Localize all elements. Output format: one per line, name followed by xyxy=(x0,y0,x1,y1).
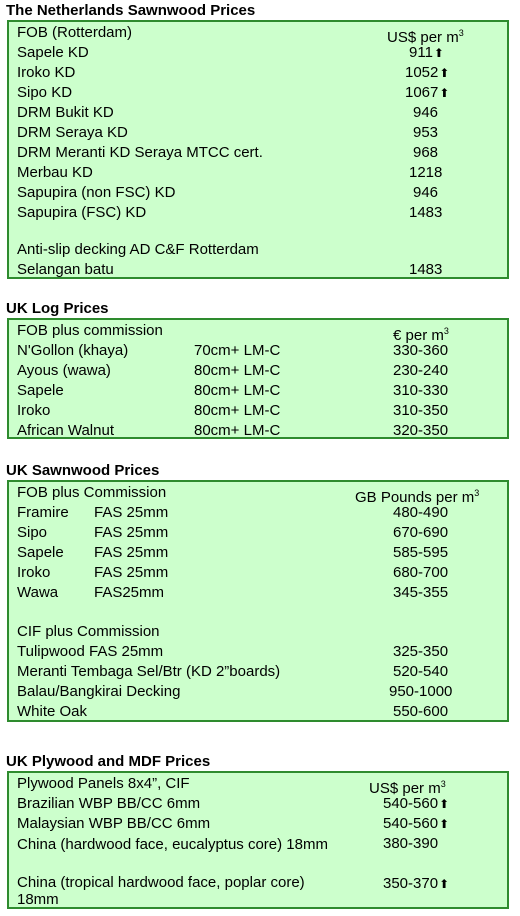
species-label: Ayous (wawa) xyxy=(17,362,111,379)
table-row xyxy=(17,183,507,203)
price-value: 1483 xyxy=(409,261,443,278)
table-row xyxy=(17,163,507,183)
nl-price-table xyxy=(7,20,509,279)
table-row xyxy=(17,83,507,103)
species-label: Balau/Bangkirai Decking xyxy=(17,683,181,700)
table-row xyxy=(383,834,463,854)
price-value: 310-330 xyxy=(393,382,449,399)
grade-spec: FAS 25mm xyxy=(94,544,169,561)
species-label: Sapupira (FSC) KD xyxy=(17,204,147,221)
price-value: 320-350 xyxy=(393,422,449,439)
subheader-label: CIF plus Commission xyxy=(17,623,160,640)
table-row xyxy=(17,523,507,543)
price-value: 330-360 xyxy=(393,342,449,359)
species-label: Sapele xyxy=(17,544,64,561)
price-value: 550-600 xyxy=(393,703,449,720)
species-label: Iroko xyxy=(17,402,51,419)
species-label: Meranti Tembaga Sel/Btr (KD 2”boards) xyxy=(17,663,281,680)
table-row xyxy=(17,583,507,603)
grade-spec: 70cm+ LM-C xyxy=(194,342,281,359)
species-label: Sapupira (non FSC) KD xyxy=(17,184,176,201)
up-arrow-icon: ⬆ xyxy=(439,877,450,891)
species-label: Sipo KD xyxy=(17,84,73,101)
table-row xyxy=(17,702,507,722)
species-label: Iroko KD xyxy=(17,64,76,81)
species-label: Iroko xyxy=(17,564,51,581)
price-value: 480-490 xyxy=(393,504,449,521)
ukply-header-row xyxy=(17,774,507,797)
price-value: 680-700 xyxy=(393,564,449,581)
nl-section-title: The Netherlands Sawnwood Prices xyxy=(6,2,256,19)
price-value: 968 xyxy=(413,144,439,161)
uksawn-section-title: UK Sawnwood Prices xyxy=(6,462,160,479)
nl-header-basis: FOB (Rotterdam) xyxy=(17,24,133,41)
table-row xyxy=(17,260,507,280)
price-value: 946 xyxy=(413,104,439,121)
price-value: 1218 xyxy=(409,164,443,181)
table-row xyxy=(17,794,507,814)
table-row xyxy=(17,341,507,361)
table-row xyxy=(17,543,507,563)
nl-header-row xyxy=(17,23,507,46)
table-row xyxy=(17,401,507,421)
species-label: Merbau KD xyxy=(17,164,93,181)
table-row xyxy=(17,103,507,123)
table-row xyxy=(17,123,507,143)
price-value: 540-560⬆ xyxy=(383,815,450,832)
price-value: 520-540 xyxy=(393,663,449,680)
grade-spec: 80cm+ LM-C xyxy=(194,382,281,399)
price-value: 1067⬆ xyxy=(405,84,450,101)
species-label: Wawa xyxy=(17,584,59,601)
uksawn-header-row xyxy=(17,483,507,506)
price-value: 345-355 xyxy=(393,584,449,601)
ukply-price-table xyxy=(7,771,509,909)
price-value: 350-370⬆ xyxy=(383,875,450,892)
species-label: Framire xyxy=(17,504,69,521)
species-label: DRM Bukit KD xyxy=(17,104,114,121)
uklog-section-title: UK Log Prices xyxy=(6,300,109,317)
price-value: 946 xyxy=(413,184,439,201)
uklog-price-table xyxy=(7,318,509,439)
species-label: Sapele xyxy=(17,382,64,399)
table-row xyxy=(17,642,507,662)
table-row xyxy=(17,143,507,163)
grade-spec: FAS 25mm xyxy=(94,564,169,581)
grade-spec: FAS 25mm xyxy=(94,504,169,521)
table-row xyxy=(17,43,507,63)
species-label: Sipo xyxy=(17,524,48,541)
product-label: Malaysian WBP BB/CC 6mm xyxy=(17,815,211,832)
uklog-header-unit: € per $m^3$ xyxy=(393,326,449,344)
ukply-header-unit: US$ per $m^3$ xyxy=(369,779,446,797)
table-row xyxy=(17,361,507,381)
species-label: Tulipwood FAS 25mm xyxy=(17,643,164,660)
price-value: 670-690 xyxy=(393,524,449,541)
table-row xyxy=(17,563,507,583)
price-value: 1052⬆ xyxy=(405,64,450,81)
nl-header-unit: US$ per $m^3$ xyxy=(387,28,464,46)
table-row xyxy=(17,682,507,702)
species-label: African Walnut xyxy=(17,422,114,439)
up-arrow-icon: ⬆ xyxy=(439,86,450,100)
product-label: Brazilian WBP BB/CC 6mm xyxy=(17,795,201,812)
price-value: 911⬆ xyxy=(409,44,444,61)
uklog-header-row xyxy=(17,321,507,344)
table-row xyxy=(17,662,507,682)
species-label: Selangan batu xyxy=(17,261,114,278)
table-row xyxy=(17,814,507,834)
price-value: 380-390 xyxy=(383,835,439,852)
table-row xyxy=(17,381,507,401)
product-label: China (tropical hardwood face, poplar core) 18mm xyxy=(17,874,305,908)
price-value: 1483 xyxy=(409,204,443,221)
up-arrow-icon: ⬆ xyxy=(439,817,450,831)
price-value: 953 xyxy=(413,124,439,141)
grade-spec: FAS 25mm xyxy=(94,524,169,541)
subheader-label: Anti-slip decking AD C&F Rotterdam xyxy=(17,241,259,258)
nl-subheader-row xyxy=(17,240,507,260)
price-value: 540-560⬆ xyxy=(383,795,450,812)
ukply-section-title: UK Plywood and MDF Prices xyxy=(6,753,211,770)
table-row xyxy=(383,874,483,894)
product-label: China (hardwood face, eucalyptus core) 18mm xyxy=(17,836,328,853)
up-arrow-icon: ⬆ xyxy=(439,66,450,80)
grade-spec: 80cm+ LM-C xyxy=(194,422,281,439)
price-value: 950-1000 xyxy=(389,683,453,700)
table-row xyxy=(17,63,507,83)
uklog-header-basis: FOB plus commission xyxy=(17,322,163,339)
price-value: 585-595 xyxy=(393,544,449,561)
species-label: Sapele KD xyxy=(17,44,89,61)
species-label: White Oak xyxy=(17,703,88,720)
uksawn-header-unit: GB Pounds per $m^3$ xyxy=(355,488,480,506)
species-label: N'Gollon (khaya) xyxy=(17,342,129,359)
uksawn-price-table xyxy=(7,480,509,722)
table-row xyxy=(17,503,507,523)
price-value: 310-350 xyxy=(393,402,449,419)
species-label: DRM Meranti KD Seraya MTCC cert. xyxy=(17,144,263,161)
price-value: 325-350 xyxy=(393,643,449,660)
up-arrow-icon: ⬆ xyxy=(439,797,450,811)
uksawn-header-basis: FOB plus Commission xyxy=(17,484,167,501)
table-row xyxy=(17,203,507,223)
grade-spec: FAS25mm xyxy=(94,584,165,601)
grade-spec: 80cm+ LM-C xyxy=(194,362,281,379)
up-arrow-icon: ⬆ xyxy=(433,46,444,60)
grade-spec: 80cm+ LM-C xyxy=(194,402,281,419)
ukply-header-basis: Plywood Panels 8x4”, CIF xyxy=(17,775,190,792)
price-value: 230-240 xyxy=(393,362,449,379)
species-label: DRM Seraya KD xyxy=(17,124,128,141)
uksawn-subheader-row xyxy=(17,622,507,642)
table-row xyxy=(17,421,507,441)
